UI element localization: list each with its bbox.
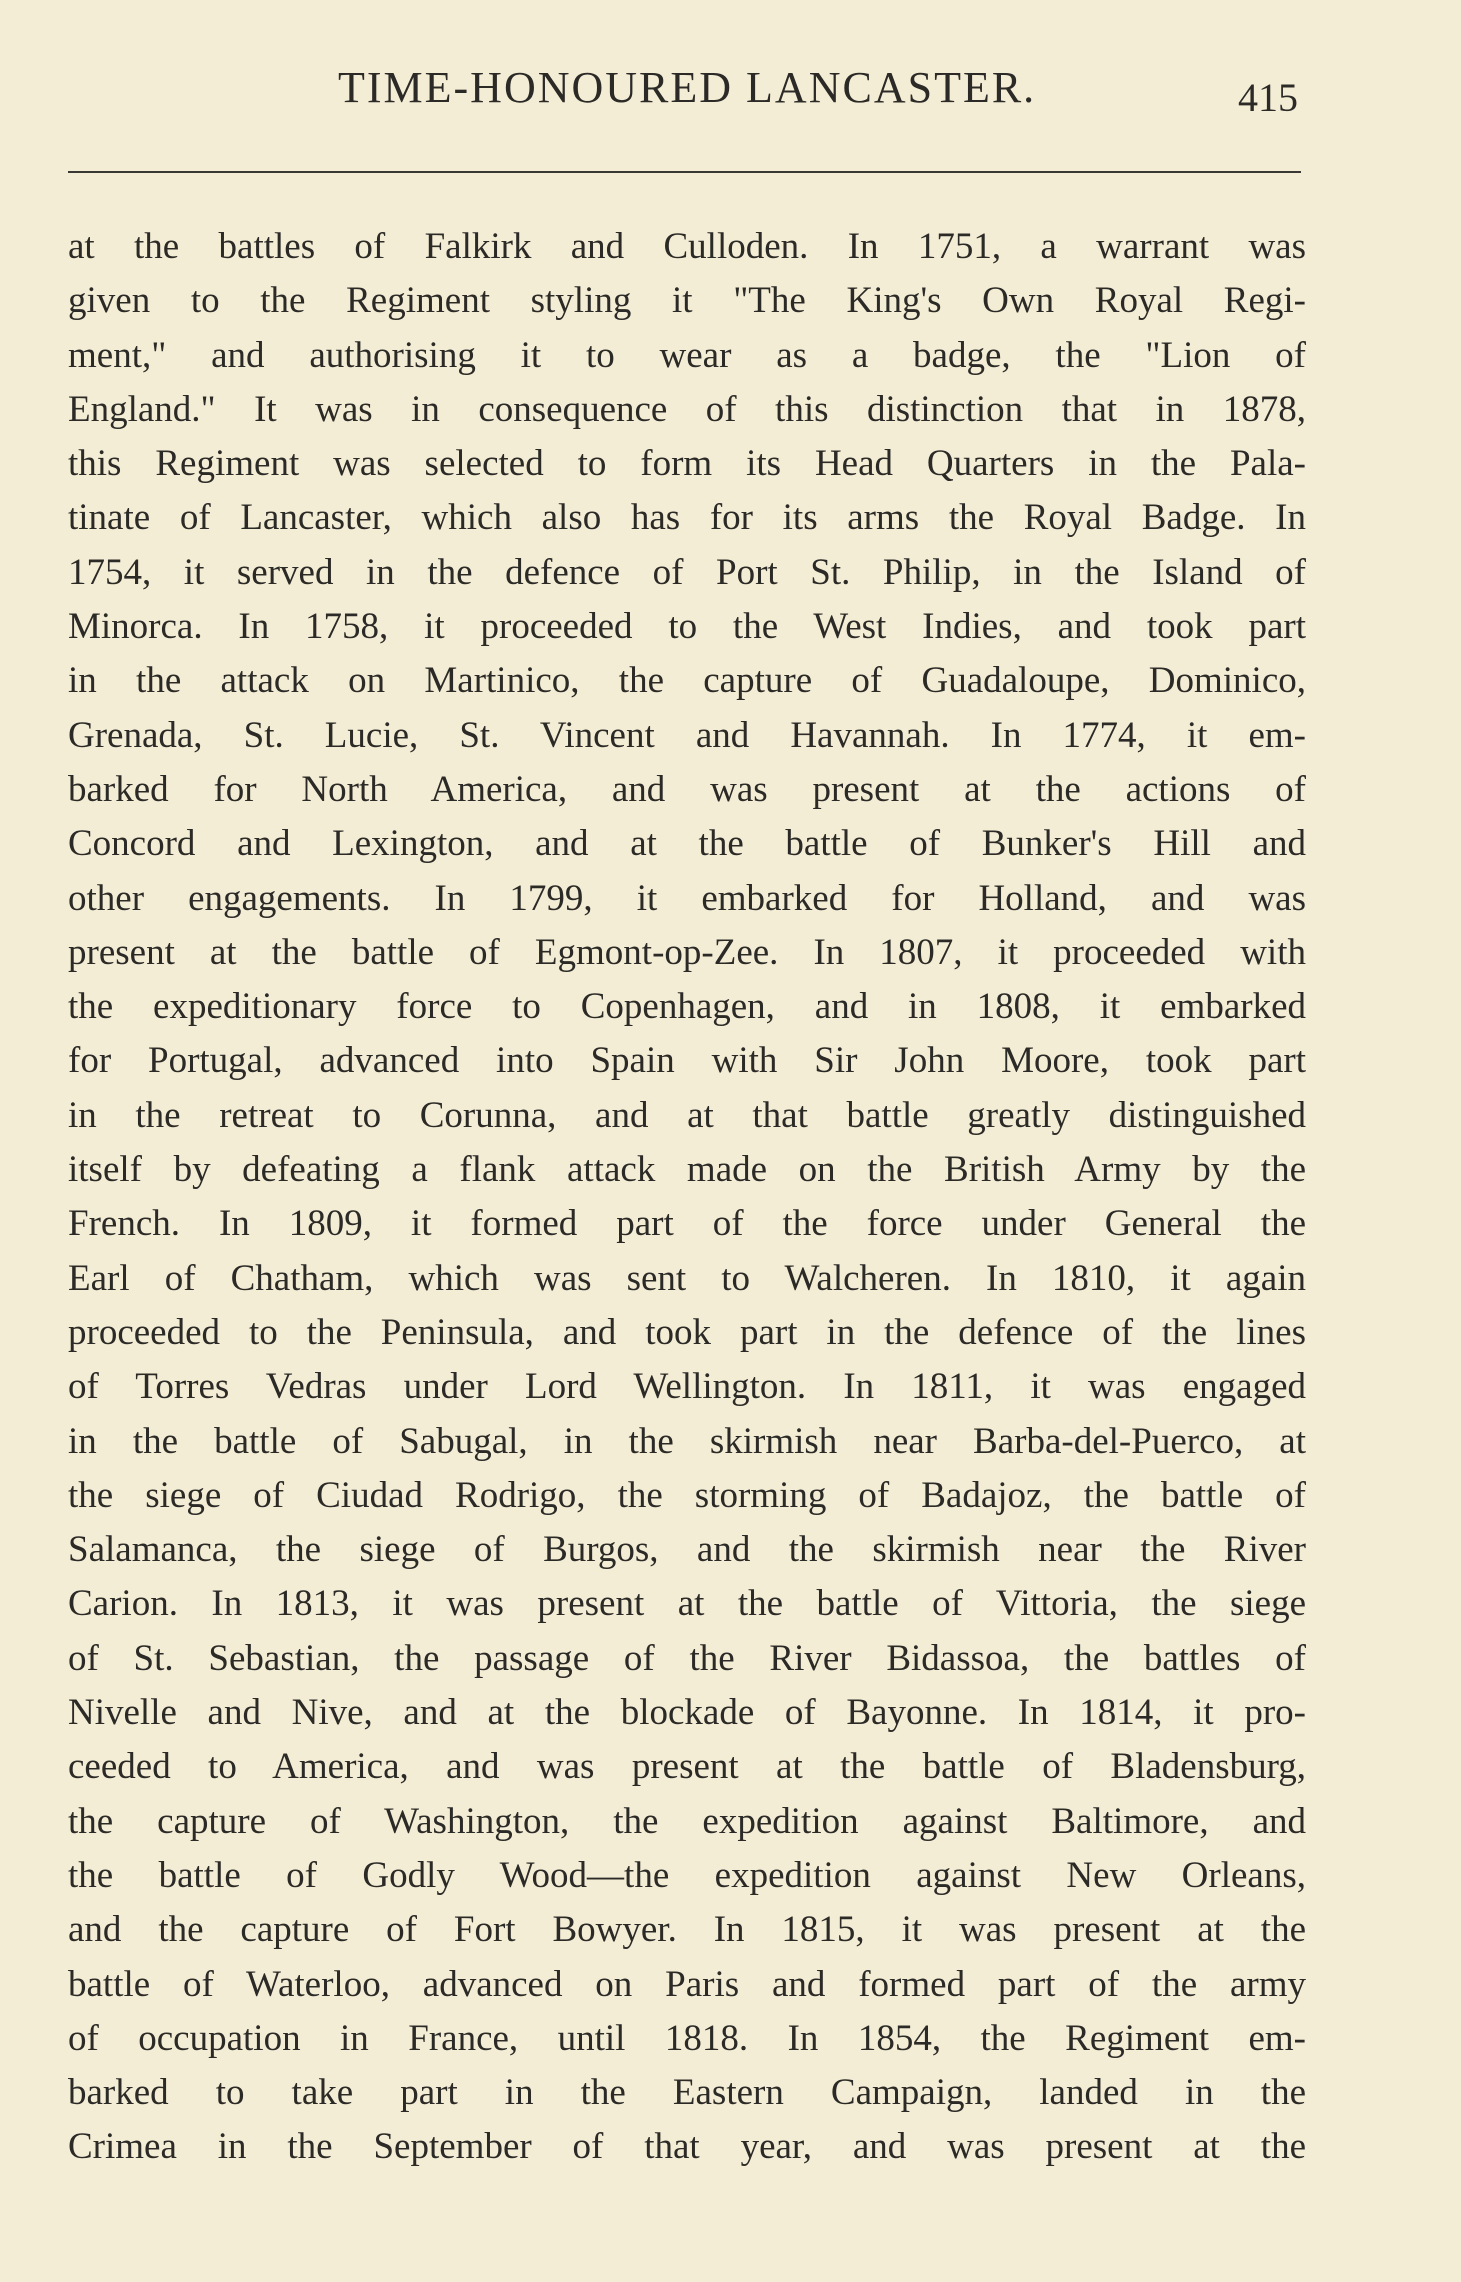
text-line: in the retreat to Corunna, and at that battle greatly distinguished	[68, 1094, 1306, 1136]
text-line: this Regiment was selected to form its Head Quarters in the Pala-	[68, 443, 1306, 485]
text-line: barked to take part in the Eastern Campaign, landed in the	[68, 2072, 1306, 2114]
body-text	[68, 220, 1306, 2175]
text-line: barked for North America, and was present at the actions of	[68, 768, 1306, 810]
text-line: battle of Waterloo, advanced on Paris and formed part of the army	[68, 1963, 1306, 2005]
text-line: ceeded to America, and was present at the battle of Bladensburg,	[68, 1746, 1306, 1788]
running-head	[68, 62, 1302, 122]
text-line: England." It was in consequence of this distinction that in 1878,	[68, 388, 1306, 430]
text-line: the siege of Ciudad Rodrigo, the storming of Badajoz, the battle of	[68, 1474, 1306, 1516]
text-line: given to the Regiment styling it "The King's Own Royal Regi-	[68, 280, 1306, 322]
text-line: and the capture of Fort Bowyer. In 1815, it was present at the	[68, 1909, 1306, 1951]
text-line: proceeded to the Peninsula, and took part in the defence of the lines	[68, 1311, 1306, 1353]
text-line: Grenada, St. Lucie, St. Vincent and Havannah. In 1774, it em-	[68, 714, 1306, 756]
text-line: Crimea in the September of that year, and was present at the	[68, 2126, 1306, 2168]
text-line: the battle of Godly Wood—the expedition against New Orleans,	[68, 1854, 1306, 1896]
text-line: itself by defeating a flank attack made on the British Army by the	[68, 1149, 1306, 1191]
text-line: French. In 1809, it formed part of the force under General the	[68, 1203, 1306, 1245]
text-line: of Torres Vedras under Lord Wellington. In 1811, it was engaged	[68, 1366, 1306, 1408]
text-line: Nivelle and Nive, and at the blockade of Bayonne. In 1814, it pro-	[68, 1692, 1306, 1734]
page-number: 415	[1238, 75, 1298, 120]
text-line: Carion. In 1813, it was present at the battle of Vittoria, the siege	[68, 1583, 1306, 1625]
text-line: in the attack on Martinico, the capture of Guadaloupe, Dominico,	[68, 660, 1306, 702]
text-line: Minorca. In 1758, it proceeded to the West Indies, and took part	[68, 606, 1306, 648]
text-line: Salamanca, the siege of Burgos, and the skirmish near the River	[68, 1529, 1306, 1571]
text-line: other engagements. In 1799, it embarked for Holland, and was	[68, 877, 1306, 919]
text-line: the capture of Washington, the expedition against Baltimore, and	[68, 1800, 1306, 1842]
text-line: of St. Sebastian, the passage of the River Bidassoa, the battles of	[68, 1637, 1306, 1679]
text-line: for Portugal, advanced into Spain with Sir John Moore, took part	[68, 1040, 1306, 1082]
text-line: in the battle of Sabugal, in the skirmish near Barba-del-Puerco, at	[68, 1420, 1306, 1462]
text-line: of occupation in France, until 1818. In 1854, the Regiment em-	[68, 2017, 1306, 2059]
text-line: present at the battle of Egmont-op-Zee. In 1807, it proceeded with	[68, 931, 1306, 973]
text-line: Concord and Lexington, and at the battle of Bunker's Hill and	[68, 823, 1306, 865]
text-line: 1754, it served in the defence of Port St. Philip, in the Island of	[68, 551, 1306, 593]
text-line: tinate of Lancaster, which also has for its arms the Royal Badge. In	[68, 497, 1306, 539]
running-head-title: TIME-HONOURED LANCASTER.	[338, 63, 1037, 112]
text-line: ment," and authorising it to wear as a badge, the "Lion of	[68, 334, 1306, 376]
text-line: Earl of Chatham, which was sent to Walcheren. In 1810, it again	[68, 1257, 1306, 1299]
header-rule	[68, 171, 1301, 173]
text-line: at the battles of Falkirk and Culloden. In 1751, a warrant was	[68, 226, 1306, 267]
text-line: the expeditionary force to Copenhagen, and in 1808, it embarked	[68, 986, 1306, 1028]
